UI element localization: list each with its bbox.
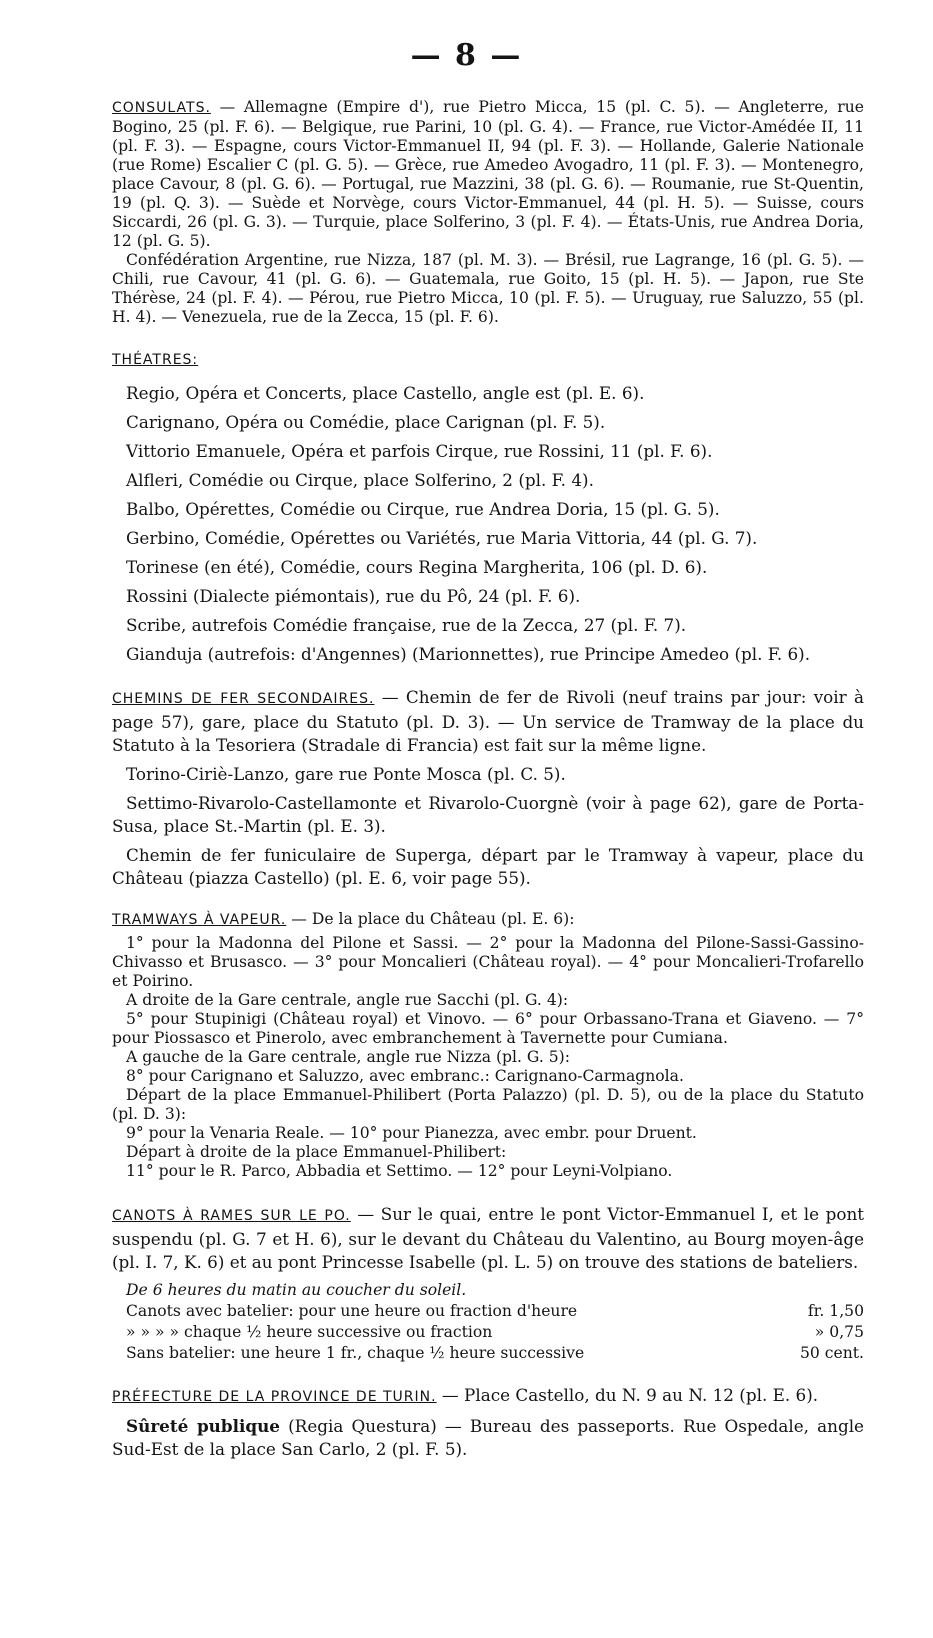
page-content [112, 98, 864, 1481]
canots-hours [112, 1280, 864, 1301]
tramway-line: Départ à droite de la place Emmanuel-Philibert: [126, 1143, 507, 1161]
rate-row [112, 1301, 864, 1322]
rate-row [112, 1343, 864, 1364]
section-theatres [112, 347, 864, 666]
tramway-line: 5° pour Stupinigi (Château royal) et Vinovo. — 6° pour Orbassano-Trana et Giaveno. — 7° pour Piossasco et Pinerolo, avec embranchement à Tavernette pour Cumiana. [112, 1010, 864, 1047]
canots-text: — Sur le quai, entre le pont Victor-Emmanuel I, et le pont suspendu (pl. G. 7 et H. 6), sur le devant du Château du Valentino, au Bourg moyen-âge (pl. I. 7, K. 6) et au pont Princesse Isabelle (pl. L. 5) on trouve des stations de bateliers. [112, 1204, 865, 1272]
consulats-paragraph-2: Confédération Argentine, rue Nizza, 187 (pl. M. 3). — Brésil, rue Lagrange, 16 (pl. G. 5). — Chili, rue Cavour, 41 (pl. G. 6). — Guatemala, rue Goito, 15 (pl. H. 5). — Japon, rue Ste Thérèse, 24 (pl. F. 4). — Pérou, rue Pietro Micca, 10 (pl. F. 5). — Uruguay, rue Saluzzo, 55 (pl. H. 4). — Venezuela, rue de la Zecca, 15 (pl. F. 6). [112, 251, 864, 326]
rate-row [112, 1322, 864, 1343]
tramway-line: 1° pour la Madonna del Pilone et Sassi. — 2° pour la Madonna del Pilone-Sassi-Gassino-Chivasso et Brusasco. — 3° pour Moncalieri (Château royal). — 4° pour Moncalieri-Trofarello et Poirino. [112, 934, 864, 990]
theatre-item: Alfleri, Comédie ou Cirque, place Solferino, 2 (pl. F. 4). [126, 470, 594, 490]
consulats-paragraph [112, 98, 864, 251]
tramways-intro: — De la place du Château (pl. E. 6): [286, 910, 575, 928]
rate-label: Canots avec batelier: pour une heure ou fraction d'heure [126, 1302, 578, 1320]
consulats-text: — Allemagne (Empire d'), rue Pietro Micca, 15 (pl. C. 5). — Angleterre, rue Bogino, 25 (pl. F. 6). — Belgique, rue Parini, 10 (pl. G. 4). — France, rue Victor-Amédée II, 11 (pl. F. 3). — Espagne, cours Victor-Emmanuel II, 94 (pl. F. 3). — Hollande, Galerie Nationale (rue Rome) Escalier C (pl. G. 5). — Grèce, rue Amedeo Avogadro, 11 (pl. F. 3). — Montenegro, place Cavour, 8 (pl. G. 6). — Portugal, rue Mazzini, 38 (pl. G. 6). — Roumanie, rue St-Quentin, 19 (pl. Q. 3). — Suède et Norvège, cours Victor-Emmanuel, 44 (pl. H. 5). — Suisse, cours Siccardi, 26 (pl. G. 3). — Turquie, place Solferino, 3 (pl. F. 4). — États-Unis, rue Andrea Doria, 12 (pl. G. 5). [112, 98, 864, 250]
theatre-item: Vittorio Emanuele, Opéra et parfois Cirque, rue Rossini, 11 (pl. F. 6). [126, 441, 713, 461]
chemins-heading: CHEMINS DE FER SECONDAIRES. [112, 691, 375, 707]
section-canots [112, 1203, 864, 1364]
rate-price: 50 cent. [799, 1344, 864, 1362]
page-number: — 8 — [410, 38, 523, 73]
theatre-item: Carignano, Opéra ou Comédie, place Carignan (pl. F. 5). [126, 412, 606, 432]
theatre-item: Gianduja (autrefois: d'Angennes) (Marionnettes), rue Principe Amedeo (pl. F. 6). [126, 644, 811, 664]
theatre-item: Regio, Opéra et Concerts, place Castello, angle est (pl. E. 6). [126, 383, 645, 403]
canots-paragraph [112, 1203, 864, 1274]
surete-text: (Regia Questura) — Bureau des passeports. Rue Ospedale, angle Sud-Est de la place San Carlo, 2 (pl. F. 5). [112, 1416, 864, 1459]
consulats-heading: CONSULATS. [112, 100, 211, 116]
tramway-line: 9° pour la Venaria Reale. — 10° pour Pianezza, avec embr. pour Druent. [126, 1124, 697, 1142]
canots-rates [112, 1280, 864, 1364]
chemin-item: Settimo-Rivarolo-Castellamonte et Rivarolo-Cuorgnè (voir à page 62), gare de Porta-Susa, place St.-Martin (pl. E. 3). [112, 793, 864, 836]
tramway-line: A gauche de la Gare centrale, angle rue Nizza (pl. G. 5): [126, 1048, 570, 1066]
surete-paragraph [112, 1415, 864, 1461]
tramways-paragraph [112, 910, 864, 930]
section-consulats [112, 98, 864, 327]
theatres-heading: THÉATRES: [112, 352, 199, 368]
rate-price: fr. 1,50 [807, 1302, 864, 1320]
tramway-line: Départ de la place Emmanuel-Philibert (Porta Palazzo) (pl. D. 5), ou de la place du Statuto (pl. D. 3): [112, 1086, 864, 1123]
chemin-item: Torino-Ciriè-Lanzo, gare rue Ponte Mosca (pl. C. 5). [126, 764, 566, 784]
theatre-item: Torinese (en été), Comédie, cours Regina Margherita, 106 (pl. D. 6). [126, 557, 708, 577]
section-chemins [112, 686, 864, 890]
rate-price: » 0,75 [814, 1323, 864, 1341]
prefecture-paragraph [112, 1384, 864, 1409]
section-tramways [112, 910, 864, 1181]
canots-heading: CANOTS À RAMES SUR LE PO. [112, 1208, 351, 1224]
chemin-item: Chemin de fer funiculaire de Superga, départ par le Tramway à vapeur, place du Château (piazza Castello) (pl. E. 6, voir page 55). [112, 845, 864, 888]
prefecture-text: — Place Castello, du N. 9 au N. 12 (pl. E. 6). [436, 1385, 819, 1405]
tramway-line: 11° pour le R. Parco, Abbadia et Settimo. — 12° pour Leyni-Volpiano. [126, 1162, 673, 1180]
chemins-paragraph [112, 686, 864, 757]
theatre-item: Gerbino, Comédie, Opérettes ou Variétés, rue Maria Vittoria, 44 (pl. G. 7). [126, 528, 758, 548]
tramways-heading: TRAMWAYS À VAPEUR. [112, 912, 287, 928]
surete-heading: Sûreté publique [126, 1416, 280, 1436]
chemins-intro: — Chemin de fer de Rivoli (neuf trains par jour: voir à page 57), gare, place du Statuto (pl. D. 3). — Un service de Tramway de la place du Statuto à la Tesoriera (Stradale di Francia) est fait sur la même ligne. [112, 687, 864, 755]
rate-label: » » » » chaque ½ heure successive ou fraction [126, 1323, 493, 1341]
rate-label: Sans batelier: une heure 1 fr., chaque ½ heure successive [126, 1344, 585, 1362]
tramway-line: A droite de la Gare centrale, angle rue Sacchi (pl. G. 4): [126, 991, 569, 1009]
tramway-line: 8° pour Carignano et Saluzzo, avec embranc.: Carignano-Carmagnola. [126, 1067, 684, 1085]
section-prefecture [112, 1384, 864, 1461]
theatre-item: Balbo, Opérettes, Comédie ou Cirque, rue Andrea Doria, 15 (pl. G. 5). [126, 499, 720, 519]
theatre-item: Scribe, autrefois Comédie française, rue de la Zecca, 27 (pl. F. 7). [126, 615, 687, 635]
theatres-heading-row [112, 347, 864, 372]
prefecture-heading: PRÉFECTURE DE LA PROVINCE DE TURIN. [112, 1389, 437, 1405]
theatre-item: Rossini (Dialecte piémontais), rue du Pô, 24 (pl. F. 6). [126, 586, 581, 606]
canots-hours-text: De 6 heures du matin au coucher du soleil. [126, 1281, 467, 1299]
